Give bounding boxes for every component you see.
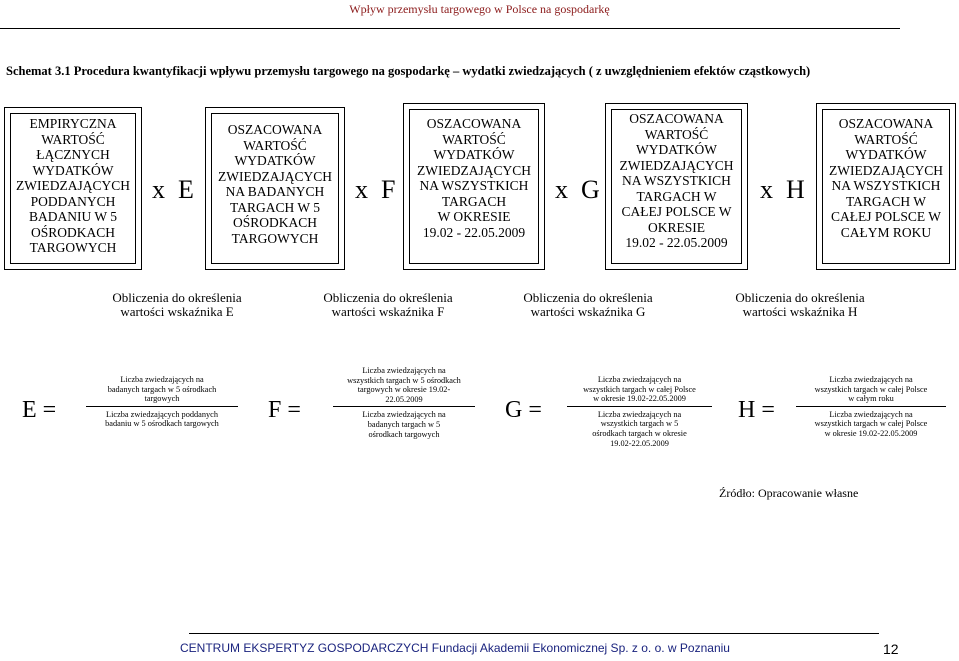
formula-e-numerator: Liczba zwiedzających na badanych targach w 5 ośrodkach targowych bbox=[107, 375, 217, 404]
formula-h-label: H = bbox=[738, 397, 775, 423]
box-empirical-expenditure bbox=[4, 107, 142, 270]
formula-g-numerator: Liczba zwiedzających na wszystkich targach w całej Polsce w okresie 19.02-22.05.2009 bbox=[583, 375, 696, 404]
formula-f-numerator: Liczba zwiedzających na wszystkich targach w 5 ośrodkach targowych w okresie 19.02- 22.05.2009 bbox=[347, 366, 461, 404]
box-estimated-poland-period bbox=[605, 103, 748, 270]
document-header-title: Wpływ przemysłu targowego w Polsce na gospodarkę bbox=[349, 2, 610, 16]
caption-e: Obliczenia do określenia wartości wskaźnika E bbox=[112, 290, 242, 319]
formula-h-numerator: Liczba zwiedzających na wszystkich targach w całej Polsce w całym roku bbox=[814, 375, 928, 404]
box-text: OSZACOWANA WARTOŚĆ WYDATKÓW ZWIEDZAJĄCYCH NA WSZYSTKICH TARGACH W CAŁEJ POLSCE W OKRESIE 19.02 - 22.05.2009 bbox=[619, 111, 734, 250]
box-estimated-surveyed-fairs bbox=[205, 107, 345, 270]
formula-f-denominator: Liczba zwiedzających na badanych targach w 5 ośrodkach targowych bbox=[362, 410, 446, 439]
source-note: Źródło: Opracowanie własne bbox=[719, 486, 859, 500]
fraction-bar bbox=[86, 406, 238, 407]
box-estimated-all-fairs bbox=[403, 103, 545, 270]
box-text: OSZACOWANA WARTOŚĆ WYDATKÓW ZWIEDZAJĄCYCH NA BADANYCH TARGACH W 5 OŚRODKACH TARGOWYCH bbox=[218, 122, 332, 246]
formula-f-label: F = bbox=[268, 397, 301, 423]
caption-h: Obliczenia do określenia wartości wskaźnika H bbox=[735, 290, 865, 319]
multiply-operator-g: x G bbox=[555, 175, 600, 204]
box-estimated-poland-year bbox=[816, 103, 956, 270]
formula-g-denominator: Liczba zwiedzających na wszystkich targach w 5 ośrodkach targach w okresie 19.02-22.05.2009 bbox=[592, 409, 687, 448]
formula-e-label: E = bbox=[22, 397, 57, 423]
caption-f: Obliczenia do określenia wartości wskaźnika F bbox=[323, 290, 453, 319]
footer-text: CENTRUM EKSPERTYZ GOSPODARCZYCH Fundacji Akademii Ekonomicznej Sp. z o. o. w Poznaniu bbox=[180, 641, 730, 655]
formula-g-label: G = bbox=[505, 397, 542, 423]
page-number: 12 bbox=[883, 641, 899, 657]
box-text: OSZACOWANA WARTOŚĆ WYDATKÓW ZWIEDZAJĄCYCH NA WSZYSTKICH TARGACH W CAŁEJ POLSCE W CAŁYM ROKU bbox=[829, 116, 943, 240]
formula-h-fraction bbox=[796, 375, 946, 439]
multiply-operator-f: x F bbox=[355, 175, 396, 204]
fraction-bar bbox=[333, 406, 475, 407]
formula-e-denominator: Liczba zwiedzających poddanych badaniu w 5 ośrodkach targowych bbox=[105, 409, 219, 429]
formula-e-fraction bbox=[86, 375, 238, 429]
box-text: OSZACOWANA WARTOŚĆ WYDATKÓW ZWIEDZAJĄCYCH NA WSZYSTKICH TARGACH W OKRESIE 19.02 - 22.05.2009 bbox=[417, 116, 531, 240]
multiply-operator-e: x E bbox=[152, 175, 194, 204]
fraction-bar bbox=[567, 406, 712, 407]
schema-title: Schemat 3.1 Procedura kwantyfikacji wpływu przemysłu targowego na gospodarkę – wydatki zwiedzających ( z uwzględnieniem efektów cząstkowych) bbox=[6, 64, 811, 78]
box-text: EMPIRYCZNA WARTOŚĆ ŁĄCZNYCH WYDATKÓW ZWIEDZAJĄCYCH PODDANYCH BADANIU W 5 OŚRODKACH TARGOWYCH bbox=[16, 116, 130, 255]
formula-h-denominator: Liczba zwiedzających na wszystkich targach w całej Polsce w okresie 19.02-22.05.2009 bbox=[814, 409, 928, 438]
header-divider bbox=[0, 28, 900, 29]
fraction-bar bbox=[796, 406, 946, 407]
formula-f-fraction bbox=[333, 366, 475, 439]
multiply-operator-h: x H bbox=[760, 175, 805, 204]
footer-divider bbox=[189, 633, 879, 634]
caption-g: Obliczenia do określenia wartości wskaźnika G bbox=[523, 290, 653, 319]
formula-g-fraction bbox=[567, 375, 712, 448]
